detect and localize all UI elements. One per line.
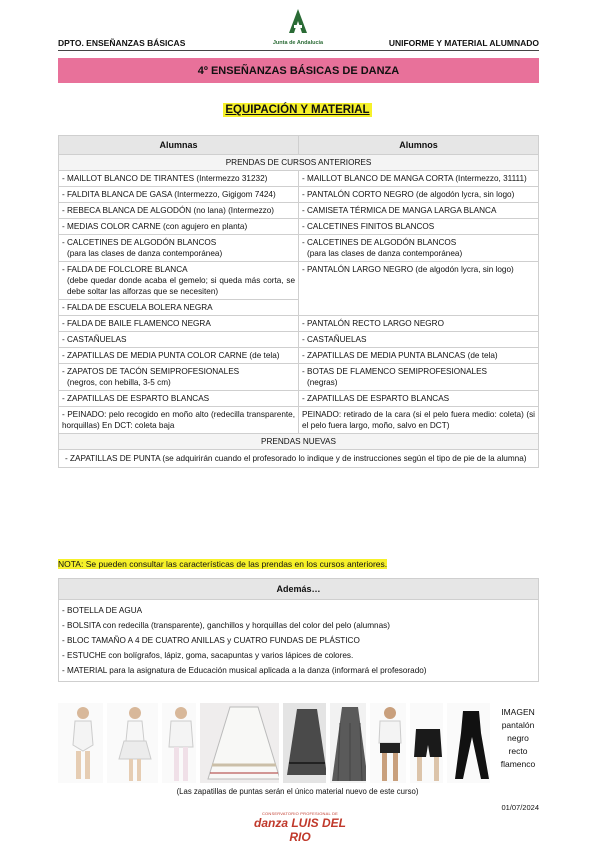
extras-title: Además… xyxy=(59,579,539,600)
calcetines-right-note: (para las clases de danza contemporánea) xyxy=(307,249,463,258)
cell-right: - PANTALÓN RECTO LARGO NEGRO xyxy=(299,316,539,332)
cell-left xyxy=(59,262,299,300)
list-item: - MATERIAL para la asignatura de Educación musical aplicada a la danza (informará el profesorado) xyxy=(62,666,427,675)
header-divider xyxy=(58,50,539,51)
cell-left: - ZAPATILLAS DE ESPARTO BLANCAS xyxy=(59,391,299,407)
document-date: 01/07/2024 xyxy=(501,803,539,812)
cardigan-photo xyxy=(162,703,196,783)
calcetines-left: - CALCETINES DE ALGODÓN BLANCOS xyxy=(62,238,217,247)
list-item: - BOTELLA DE AGUA xyxy=(62,606,143,615)
cell-left: - FALDA DE BAILE FLAMENCO NEGRA xyxy=(59,316,299,332)
bolero-skirt-photo xyxy=(283,703,326,783)
cell-left: - MEDIAS COLOR CARNE (con agujero en planta) xyxy=(59,219,299,235)
section-subtitle xyxy=(0,100,595,118)
image-note-line: IMAGEN xyxy=(501,707,535,717)
calcetines-right: - CALCETINES DE ALGODÓN BLANCOS xyxy=(302,238,457,247)
cell-left xyxy=(59,364,299,391)
cell-left: - FALDITA BLANCA DE GASA (Intermezzo, Gigigom 7424) xyxy=(59,187,299,203)
cell-right: - CALCETINES FINITOS BLANCOS xyxy=(299,219,539,235)
junta-andalucia-logo xyxy=(268,8,328,46)
zapatos-item: - ZAPATOS DE TACÓN SEMIPROFESIONALES xyxy=(62,367,240,376)
cell-left: - ZAPATILLAS DE MEDIA PUNTA COLOR CARNE (de tela) xyxy=(59,348,299,364)
long-trousers-photo xyxy=(447,703,490,783)
section-prev-courses: PRENDAS DE CURSOS ANTERIORES xyxy=(59,155,539,171)
note-text: NOTA: Se pueden consultar las características de las prendas en los cursos anteriores. xyxy=(58,559,388,569)
cell-right: - PANTALÓN CORTO NEGRO (de algodón lycra, sin logo) xyxy=(299,187,539,203)
list-item: - ESTUCHE con bolígrafos, lápiz, goma, sacapuntas y varios lápices de colores. xyxy=(62,651,354,660)
cell-right: PEINADO: retirado de la cara (si el pelo fuera medio: coleta) (si el pelo fuera largo, moño, salvo en DCT) xyxy=(299,407,539,434)
table-row xyxy=(59,348,539,364)
cell-left xyxy=(59,235,299,262)
junta-logo-icon xyxy=(285,8,311,34)
table-row xyxy=(59,316,539,332)
cell-left: - REBECA BLANCA DE ALGODÓN (no lana) (Intermezzo) xyxy=(59,203,299,219)
table-row xyxy=(59,262,539,300)
shorts-photo xyxy=(410,703,442,783)
header-document-title: UNIFORME Y MATERIAL ALUMNADO xyxy=(388,38,539,48)
table-row xyxy=(59,332,539,348)
folclore-note: (debe quedar donde acaba el gemelo; si queda más corta, se debe soltar las alforzas que se necesiten) xyxy=(67,276,295,296)
table-row xyxy=(59,450,539,468)
photos-caption: (Las zapatillas de puntas serán el único material nuevo de este curso) xyxy=(176,787,419,796)
logo-caption: Junta de Andalucía xyxy=(272,40,324,46)
extras-table xyxy=(58,578,539,682)
extras-list xyxy=(59,600,539,682)
image-note-line: recto xyxy=(508,746,528,756)
section-new-items: PRENDAS NUEVAS xyxy=(59,434,539,450)
zapatos-note: (negros, con hebilla, 3-5 cm) xyxy=(67,378,171,387)
cell-right: - MAILLOT BLANCO DE MANGA CORTA (Intermezzo, 31111) xyxy=(299,171,539,187)
cell-right: - CASTAÑUELAS xyxy=(299,332,539,348)
table-row xyxy=(59,171,539,187)
botas-item: - BOTAS DE FLAMENCO SEMIPROFESIONALES xyxy=(302,367,488,376)
image-note-line: negro xyxy=(507,733,529,743)
cell-right xyxy=(299,364,539,391)
folk-skirt-photo xyxy=(200,703,279,783)
col-header-alumnos: Alumnos xyxy=(299,136,539,155)
puntas-item: - ZAPATILLAS DE PUNTA (se adquirirán cuando el profesorado lo indique y de instrucciones según el tipo de pie de la alumna) xyxy=(59,450,539,468)
cell-right: - ZAPATILLAS DE ESPARTO BLANCAS xyxy=(299,391,539,407)
cell-left: - MAILLOT BLANCO DE TIRANTES (Intermezzo 31232) xyxy=(59,171,299,187)
header-department: DPTO. ENSEÑANZAS BÁSICAS xyxy=(58,38,186,48)
course-banner: 4º ENSEÑANZAS BÁSICAS DE DANZA xyxy=(58,58,539,83)
cell-left: - CASTAÑUELAS xyxy=(59,332,299,348)
cell-right: - PANTALÓN LARGO NEGRO (de algodón lycra, sin logo) xyxy=(299,262,539,316)
cell-right xyxy=(299,235,539,262)
folclore-item: - FALDA DE FOLCLORE BLANCA xyxy=(62,265,188,274)
calcetines-left-note: (para las clases de danza contemporánea) xyxy=(67,249,223,258)
flamenco-skirt-photo xyxy=(330,703,366,783)
boy-outfit-photo xyxy=(370,703,406,783)
image-placeholder-note xyxy=(492,706,544,771)
table-row xyxy=(59,364,539,391)
cell-right: - CAMISETA TÉRMICA DE MANGA LARGA BLANCA xyxy=(299,203,539,219)
garment-photos xyxy=(58,703,490,783)
list-item: - BOLSITA con redecilla (transparente), ganchillos y horquillas del color del pelo (alumnas) xyxy=(62,621,390,630)
table-row xyxy=(59,407,539,434)
image-note-line: pantalón xyxy=(501,720,535,730)
list-item: - BLOC TAMAÑO A 4 DE CUATRO ANILLAS y CUATRO FUNDAS DE PLÁSTICO xyxy=(62,636,360,645)
uniform-table xyxy=(58,135,539,468)
table-row xyxy=(59,235,539,262)
cell-left: - FALDA DE ESCUELA BOLERA NEGRA xyxy=(59,300,299,316)
table-row xyxy=(59,187,539,203)
table-row xyxy=(59,203,539,219)
cell-left: - PEINADO: pelo recogido en moño alto (redecilla transparente, horquillas) En DCT: coleta baja xyxy=(59,407,299,434)
gauze-skirt-photo xyxy=(107,703,157,783)
conservatory-logo-small: CONSERVATORIO PROFESIONAL DE xyxy=(261,811,339,816)
botas-note: (negras) xyxy=(307,378,338,387)
table-row xyxy=(59,391,539,407)
conservatory-logo xyxy=(245,811,355,844)
table-row xyxy=(59,219,539,235)
note xyxy=(58,559,387,569)
leotard-photo xyxy=(58,703,103,783)
cell-right: - ZAPATILLAS DE MEDIA PUNTA BLANCAS (de tela) xyxy=(299,348,539,364)
conservatory-logo-name: danza LUIS DEL RIO xyxy=(253,816,346,844)
image-note-line: flamenco xyxy=(500,759,536,769)
subtitle-text: EQUIPACIÓN Y MATERIAL xyxy=(225,104,370,116)
col-header-alumnas: Alumnas xyxy=(59,136,299,155)
